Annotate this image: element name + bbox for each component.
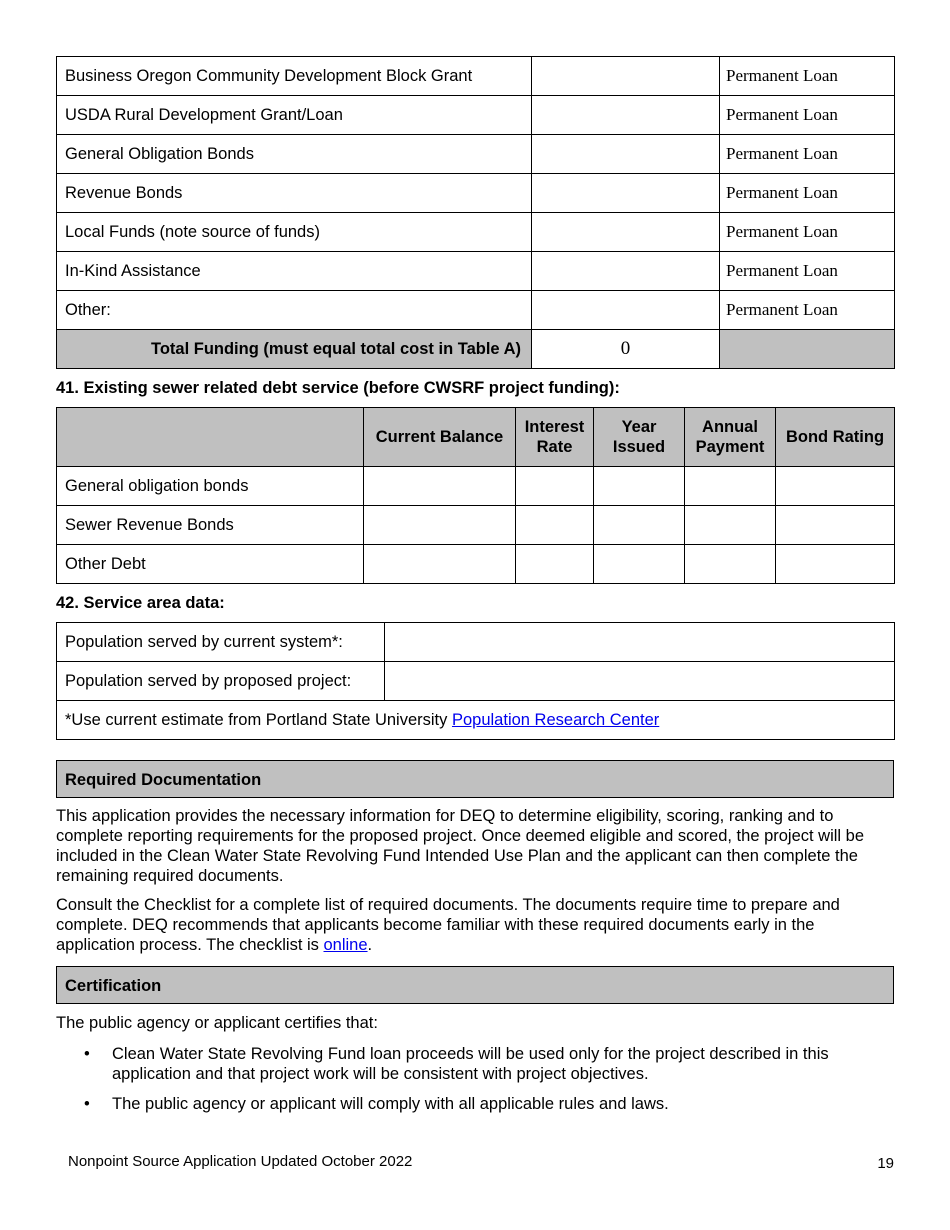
funding-type-field[interactable]: Permanent Loan <box>720 252 895 291</box>
checklist-online-link[interactable]: online <box>323 936 368 954</box>
debt-row-label: Other Debt <box>57 545 364 584</box>
funding-source-label: General Obligation Bonds <box>57 135 532 174</box>
year-issued-field[interactable] <box>594 467 685 506</box>
funding-table <box>56 56 895 369</box>
table-row <box>57 662 895 701</box>
list-item <box>84 1044 894 1084</box>
current-balance-field[interactable] <box>364 545 516 584</box>
funding-amount-field[interactable] <box>532 252 720 291</box>
required-docs-paragraph-2-text: Consult the Checklist for a complete list of required documents. The documents require time to prepare and complete. DEQ recommends that applicants become familiar with these required documents early in the application process. The checklist is <box>56 896 840 954</box>
page-number: 19 <box>877 1155 894 1172</box>
certification-heading: Certification <box>56 966 894 1004</box>
funding-source-label: USDA Rural Development Grant/Loan <box>57 96 532 135</box>
population-proposed-field[interactable] <box>385 662 895 701</box>
population-proposed-label: Population served by proposed project: <box>57 662 385 701</box>
current-balance-field[interactable] <box>364 506 516 545</box>
funding-source-label: Local Funds (note source of funds) <box>57 213 532 252</box>
funding-amount-field[interactable] <box>532 213 720 252</box>
required-docs-paragraph-2 <box>56 895 894 955</box>
bullet-icon: • <box>84 1045 90 1063</box>
annual-payment-field[interactable] <box>685 545 776 584</box>
funding-source-label: Other: <box>57 291 532 330</box>
funding-type-field[interactable]: Permanent Loan <box>720 291 895 330</box>
table-row <box>57 291 895 330</box>
total-row <box>57 330 895 369</box>
table-row <box>57 135 895 174</box>
table-row <box>57 701 895 740</box>
table-row <box>57 252 895 291</box>
funding-amount-field[interactable] <box>532 174 720 213</box>
current-balance-field[interactable] <box>364 467 516 506</box>
interest-rate-field[interactable] <box>516 545 594 584</box>
table-row <box>57 213 895 252</box>
table-row <box>57 96 895 135</box>
funding-source-label: Business Oregon Community Development Block Grant <box>57 57 532 96</box>
required-docs-paragraph-2-end: . <box>367 936 373 954</box>
col-header-year-issued: Year Issued <box>594 408 685 467</box>
certification-intro: The public agency or applicant certifies that: <box>56 1014 378 1032</box>
table-row <box>57 174 895 213</box>
footer-text: Nonpoint Source Application Updated October 2022 <box>68 1153 413 1170</box>
annual-payment-field[interactable] <box>685 506 776 545</box>
population-note-text: *Use current estimate from Portland State University <box>65 710 452 729</box>
year-issued-field[interactable] <box>594 506 685 545</box>
funding-type-field[interactable]: Permanent Loan <box>720 57 895 96</box>
population-note <box>57 701 895 740</box>
population-current-field[interactable] <box>385 623 895 662</box>
annual-payment-field[interactable] <box>685 467 776 506</box>
table-row <box>57 623 895 662</box>
required-docs-paragraph-1: This application provides the necessary information for DEQ to determine eligibility, scoring, ranking and to complete reporting requirements for the proposed project. Once deemed eligible and scored, the project will be included in the Clean Water State Revolving Fund Intended Use Plan and the applicant can then complete the remaining required documents. <box>56 807 865 885</box>
debt-service-table <box>56 407 895 584</box>
table-row <box>57 506 895 545</box>
funding-type-field[interactable]: Permanent Loan <box>720 213 895 252</box>
debt-section-heading: 41. Existing sewer related debt service (before CWSRF project funding): <box>56 379 620 397</box>
funding-amount-field[interactable] <box>532 57 720 96</box>
total-funding-label: Total Funding (must equal total cost in Table A) <box>57 330 532 369</box>
header-blank-cell <box>57 408 364 467</box>
bond-rating-field[interactable] <box>776 467 895 506</box>
population-current-label: Population served by current system*: <box>57 623 385 662</box>
funding-amount-field[interactable] <box>532 135 720 174</box>
interest-rate-field[interactable] <box>516 506 594 545</box>
funding-type-field[interactable]: Permanent Loan <box>720 174 895 213</box>
table-row <box>57 57 895 96</box>
funding-amount-field[interactable] <box>532 291 720 330</box>
total-funding-value: 0 <box>532 330 720 369</box>
year-issued-field[interactable] <box>594 545 685 584</box>
certification-item-text: The public agency or applicant will comply with all applicable rules and laws. <box>112 1095 669 1113</box>
table-header-row <box>57 408 895 467</box>
bond-rating-field[interactable] <box>776 506 895 545</box>
certification-list <box>56 1044 894 1114</box>
document-page <box>56 56 894 1124</box>
required-documentation-heading: Required Documentation <box>56 760 894 798</box>
col-header-interest-rate: Interest Rate <box>516 408 594 467</box>
funding-type-field[interactable]: Permanent Loan <box>720 96 895 135</box>
funding-source-label: Revenue Bonds <box>57 174 532 213</box>
total-empty-cell <box>720 330 895 369</box>
col-header-annual-payment: Annual Payment <box>685 408 776 467</box>
funding-amount-field[interactable] <box>532 96 720 135</box>
funding-type-field[interactable]: Permanent Loan <box>720 135 895 174</box>
col-header-current-balance: Current Balance <box>364 408 516 467</box>
page-footer <box>68 1153 894 1170</box>
debt-row-label: General obligation bonds <box>57 467 364 506</box>
certification-item-text: Clean Water State Revolving Fund loan proceeds will be used only for the project described in this application and that project work will be consistent with project objectives. <box>112 1045 829 1083</box>
funding-source-label: In-Kind Assistance <box>57 252 532 291</box>
debt-row-label: Sewer Revenue Bonds <box>57 506 364 545</box>
interest-rate-field[interactable] <box>516 467 594 506</box>
col-header-bond-rating: Bond Rating <box>776 408 895 467</box>
table-row <box>57 545 895 584</box>
table-row <box>57 467 895 506</box>
service-area-table <box>56 622 895 740</box>
service-area-heading: 42. Service area data: <box>56 594 225 612</box>
population-research-center-link[interactable]: Population Research Center <box>451 710 660 729</box>
bullet-icon: • <box>84 1095 90 1113</box>
bond-rating-field[interactable] <box>776 545 895 584</box>
list-item <box>84 1094 894 1114</box>
